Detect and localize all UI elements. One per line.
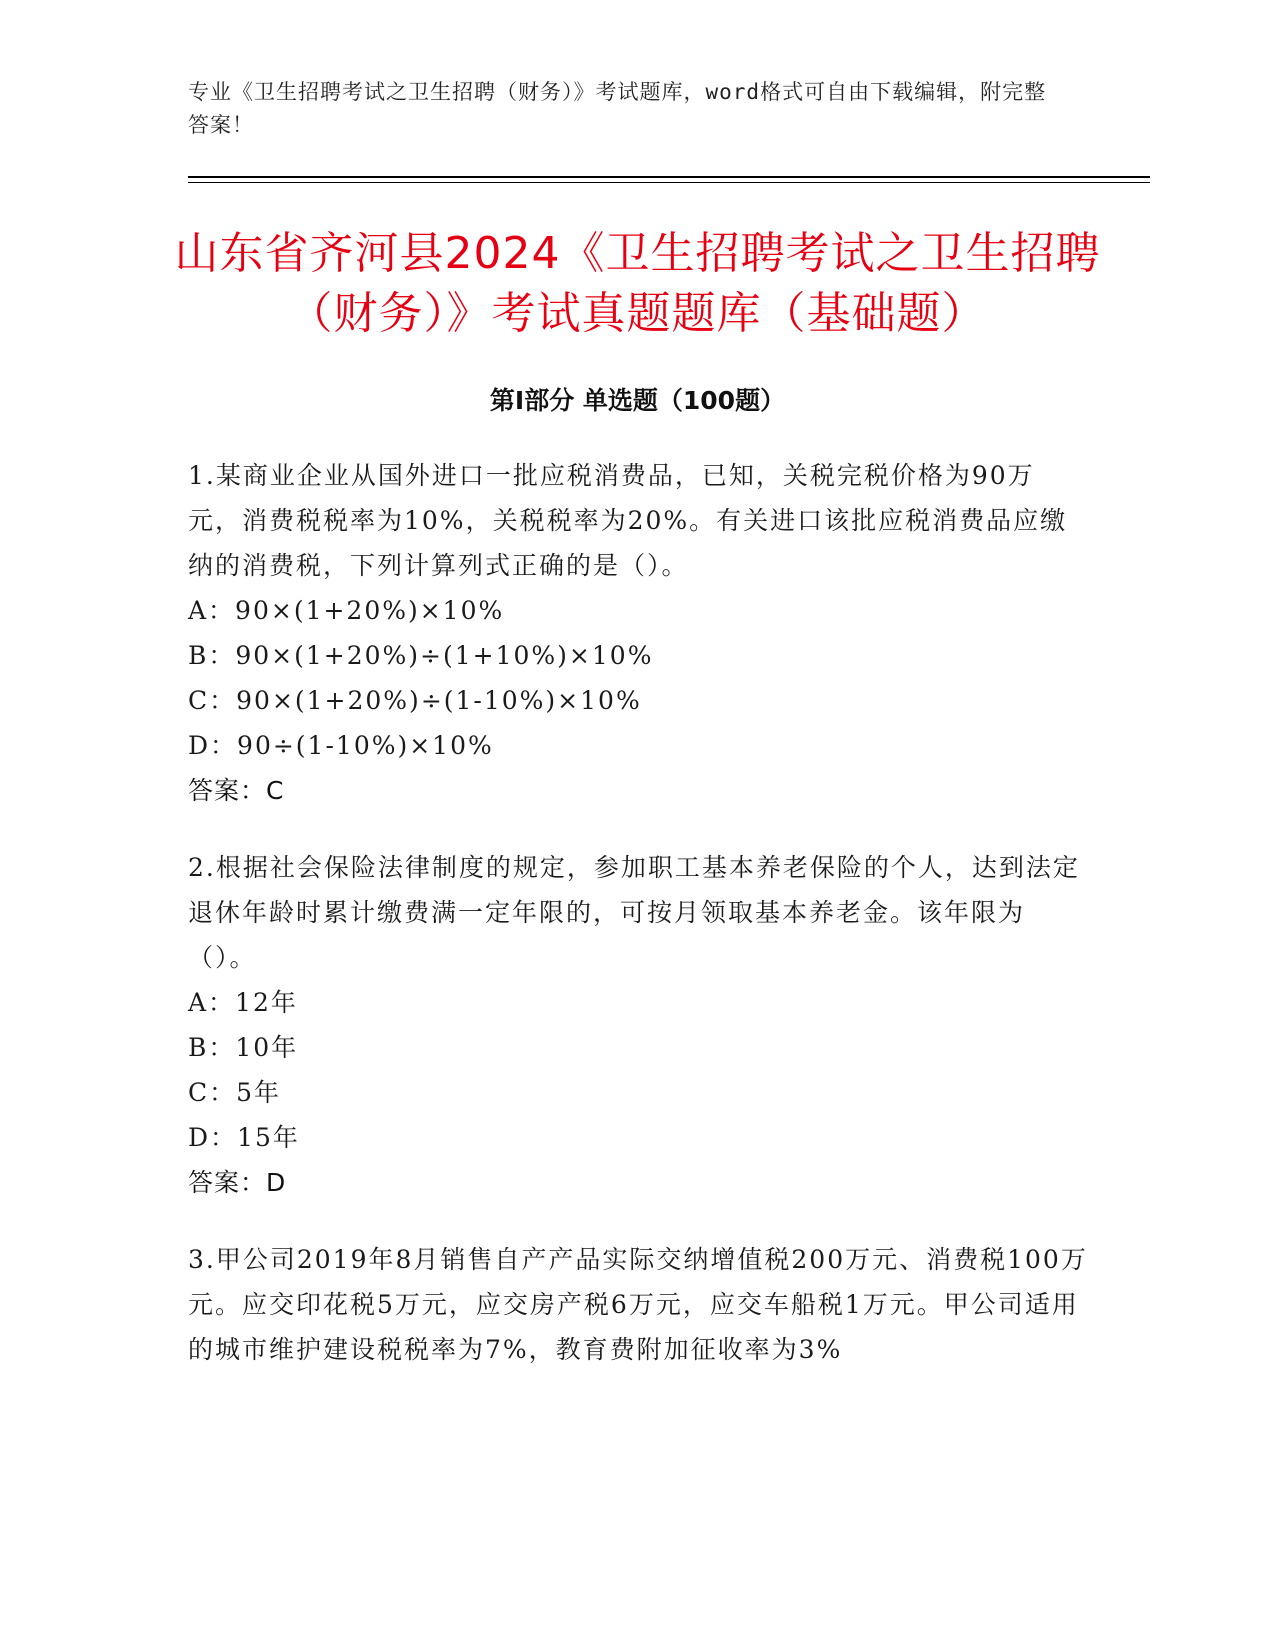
option-a: A：90×(1+20%)×10% (188, 596, 505, 625)
option-b: B：10年 (188, 1033, 299, 1062)
question-stem: 1.某商业企业从国外进口一批应税消费品，已知，关税完税价格为90万元，消费税税率为10%，关税税率为20%。有关进口该批应税消费品应缴纳的消费税，下列计算列式正确的是（）。 (188, 461, 1068, 580)
document-title: 山东省齐河县2024《卫生招聘考试之卫生招聘（财务）》考试真题题库（基础题） (174, 228, 1101, 339)
question-stem: 3.甲公司2019年8月销售自产产品实际交纳增值税200万元、消费税100万元。应交印花税5万元，应交房产税6万元，应交车船税1万元。甲公司适用的城市维护建设税税率为7%，教育费附加征收率为3% (188, 1245, 1088, 1364)
answer: 答案：D (188, 1168, 287, 1197)
option-c: C：90×(1+20%)÷(1-10%)×10% (188, 686, 642, 715)
question-3 (188, 1237, 1088, 1372)
option-d: D：15年 (188, 1123, 300, 1152)
answer: 答案：C (188, 776, 285, 805)
option-a: A：12年 (188, 988, 298, 1017)
option-d: D：90÷(1-10%)×10% (188, 731, 494, 760)
header-divider-thick (188, 176, 1150, 178)
section-title: 第Ⅰ部分 单选题（100题） (489, 386, 786, 415)
question-1 (188, 453, 1088, 813)
option-c: C：5年 (188, 1078, 282, 1107)
option-b: B：90×(1+20%)÷(1+10%)×10% (188, 641, 654, 670)
question-2 (188, 845, 1088, 1205)
header-note: 专业《卫生招聘考试之卫生招聘（财务）》考试题库，word格式可自由下载编辑，附完整答案！ (188, 80, 1047, 137)
question-stem: 2.根据社会保险法律制度的规定，参加职工基本养老保险的个人，达到法定退休年龄时累计缴费满一定年限的，可按月领取基本养老金。该年限为（）。 (188, 853, 1080, 972)
header-divider-thin (188, 182, 1150, 183)
